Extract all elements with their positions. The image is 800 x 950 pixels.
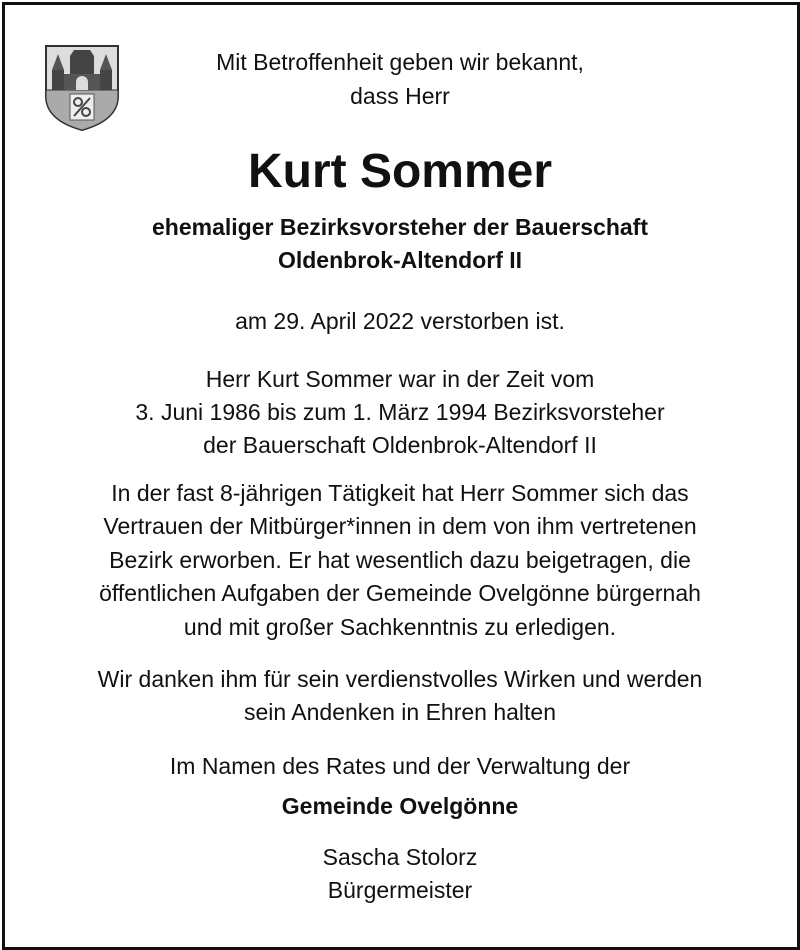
municipality-name: Gemeinde Ovelgönne (281, 793, 519, 819)
on-behalf-line: Im Namen des Rates und der Verwaltung der (169, 753, 631, 779)
deceased-name: Kurt Sommer (247, 145, 553, 198)
tribute-line: In der fast 8-jährigen Tätigkeit hat Herr Sommer sich das (111, 480, 689, 506)
death-date: am 29. April 2022 verstorben ist. (235, 308, 565, 334)
signatory-title: Bürgermeister (327, 877, 473, 903)
tribute-line: öffentlichen Aufgaben der Gemeinde Ovelgönne bürgernah (99, 580, 701, 606)
tribute-line: und mit großer Sachkenntnis zu erledigen. (183, 614, 617, 640)
thanks-line: sein Andenken in Ehren halten (243, 699, 557, 725)
thanks-line: Wir danken ihm für sein verdienstvolles Wirken und werden (97, 666, 703, 692)
tribute-line: Vertrauen der Mitbürger*innen in dem von ihm vertretenen (103, 513, 697, 539)
role-line: Oldenbrok-Altendorf II (277, 247, 523, 273)
intro-line: Mit Betroffenheit geben wir bekannt, (216, 49, 584, 75)
tenure-line: der Bauerschaft Oldenbrok-Altendorf II (203, 432, 597, 458)
tenure-line: 3. Juni 1986 bis zum 1. März 1994 Bezirksvorsteher (135, 399, 665, 425)
intro-line: dass Herr (350, 83, 450, 109)
signatory-name: Sascha Stolorz (322, 844, 478, 870)
role-line: ehemaliger Bezirksvorsteher der Bauerschaft (152, 214, 648, 240)
tenure-line: Herr Kurt Sommer war in der Zeit vom (205, 366, 595, 392)
tribute-line: Bezirk erworben. Er hat wesentlich dazu beigetragen, die (109, 547, 691, 573)
